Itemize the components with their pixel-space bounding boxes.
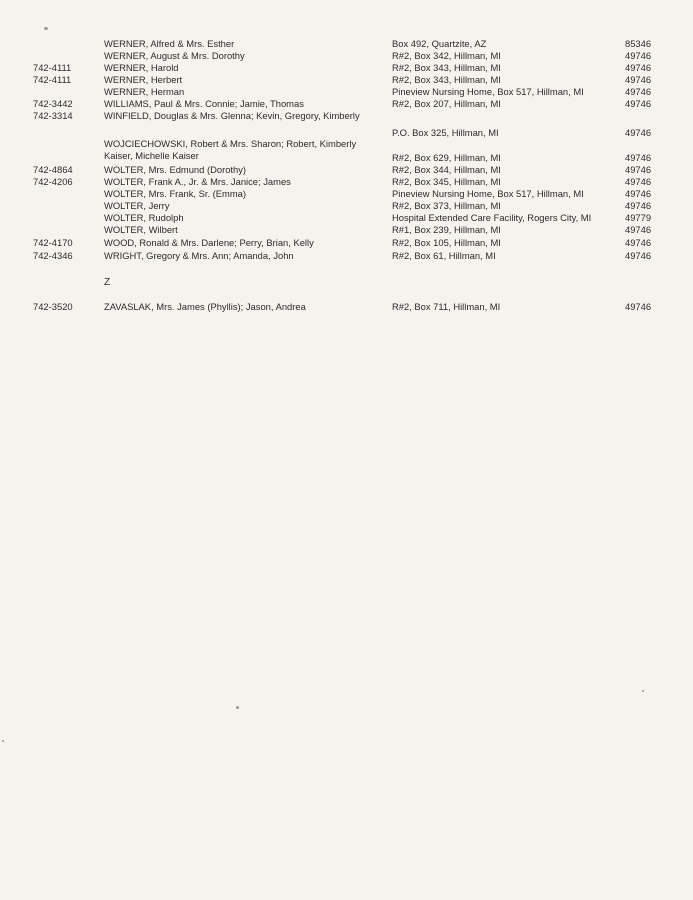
- entry-name: ZAVASLAK, Mrs. James (Phyllis); Jason, Andrea: [104, 301, 306, 312]
- entry-name: WOJCIECHOWSKI, Robert & Mrs. Sharon; Robert, Kimberly Kaiser, Michelle Kaiser: [104, 138, 357, 161]
- entry-address: R#2, Box 711, Hillman, MI: [392, 301, 501, 312]
- entry-zip: 49779: [625, 212, 652, 223]
- paper-speck: [2, 740, 4, 742]
- entry-phone: 742-3314: [33, 110, 73, 121]
- entry-name: WERNER, Harold: [104, 62, 179, 73]
- entry-name: WERNER, Alfred & Mrs. Esther: [104, 38, 235, 49]
- entry-zip: 49746: [625, 224, 652, 235]
- entry-name: WRIGHT, Gregory & Mrs. Ann; Amanda, John: [104, 250, 294, 261]
- paper-speck: [44, 27, 48, 30]
- entry-phone: 742-4864: [33, 164, 73, 175]
- section-letter: Z: [104, 277, 111, 288]
- entry-zip: 49746: [625, 176, 652, 187]
- entry-name: WILLIAMS, Paul & Mrs. Connie; Jamie, Thomas: [104, 98, 304, 109]
- entry-zip: 49746: [625, 74, 652, 85]
- entry-name: WOOD, Ronald & Mrs. Darlene; Perry, Brian, Kelly: [104, 237, 314, 248]
- entry-zip: 49746: [625, 188, 652, 199]
- entry-address: Box 492, Quartzite, AZ: [392, 38, 487, 49]
- entry-zip: 49746: [625, 127, 652, 138]
- entry-name: WOLTER, Frank A., Jr. & Mrs. Janice; James: [104, 176, 291, 187]
- entry-phone: 742-3520: [33, 301, 73, 312]
- entry-phone: 742-4346: [33, 250, 73, 261]
- entry-phone: 742-4206: [33, 176, 73, 187]
- entry-address: R#2, Box 629, Hillman, MI: [392, 152, 501, 163]
- entry-address: R#2, Box 344, Hillman, MI: [392, 164, 501, 175]
- entry-address: P.O. Box 325, Hillman, MI: [392, 127, 499, 138]
- entry-address: R#2, Box 373, Hillman, MI: [392, 200, 501, 211]
- entry-zip: 49746: [625, 301, 652, 312]
- entry-zip: 49746: [625, 237, 652, 248]
- entry-zip: 49746: [625, 250, 652, 261]
- entry-zip: 49746: [625, 62, 652, 73]
- entry-zip: 49746: [625, 50, 652, 61]
- entry-name: WERNER, Herman: [104, 86, 185, 97]
- paper-speck: [642, 690, 644, 692]
- entry-name: WERNER, Herbert: [104, 74, 183, 85]
- entry-zip: 49746: [625, 98, 652, 109]
- entry-name: WOLTER, Mrs. Edmund (Dorothy): [104, 164, 247, 175]
- entry-zip: 49746: [625, 86, 652, 97]
- entry-address: Hospital Extended Care Facility, Rogers City, MI: [392, 212, 592, 223]
- entry-zip: 85346: [625, 38, 652, 49]
- entry-phone: 742-3442: [33, 98, 73, 109]
- entry-phone: 742-4111: [33, 62, 72, 73]
- entry-name: WOLTER, Jerry: [104, 200, 170, 211]
- entry-name: WERNER, August & Mrs. Dorothy: [104, 50, 245, 61]
- entry-address: R#1, Box 239, Hillman, MI: [392, 224, 501, 235]
- entry-address: R#2, Box 342, Hillman, MI: [392, 50, 501, 61]
- entry-zip: 49746: [625, 164, 652, 175]
- entry-name: WINFIELD, Douglas & Mrs. Glenna; Kevin, Gregory, Kimberly: [104, 110, 360, 121]
- entry-address: R#2, Box 207, Hillman, MI: [392, 98, 501, 109]
- entry-address: R#2, Box 343, Hillman, MI: [392, 74, 501, 85]
- entry-zip: 49746: [625, 152, 652, 163]
- entry-address: R#2, Box 61, Hillman, MI: [392, 250, 496, 261]
- entry-address: Pineview Nursing Home, Box 517, Hillman, MI: [392, 188, 584, 199]
- entry-address: R#2, Box 105, Hillman, MI: [392, 237, 501, 248]
- entry-zip: 49746: [625, 200, 652, 211]
- entry-name: WOLTER, Mrs. Frank, Sr. (Emma): [104, 188, 247, 199]
- entry-address: Pineview Nursing Home, Box 517, Hillman, MI: [392, 86, 584, 97]
- entry-name: WOLTER, Rudolph: [104, 212, 184, 223]
- entry-phone: 742-4111: [33, 74, 72, 85]
- entry-address: R#2, Box 343, Hillman, MI: [392, 62, 501, 73]
- entry-phone: 742-4170: [33, 237, 73, 248]
- entry-address: R#2, Box 345, Hillman, MI: [392, 176, 501, 187]
- paper-speck: [236, 706, 239, 709]
- entry-name: WOLTER, Wilbert: [104, 224, 178, 235]
